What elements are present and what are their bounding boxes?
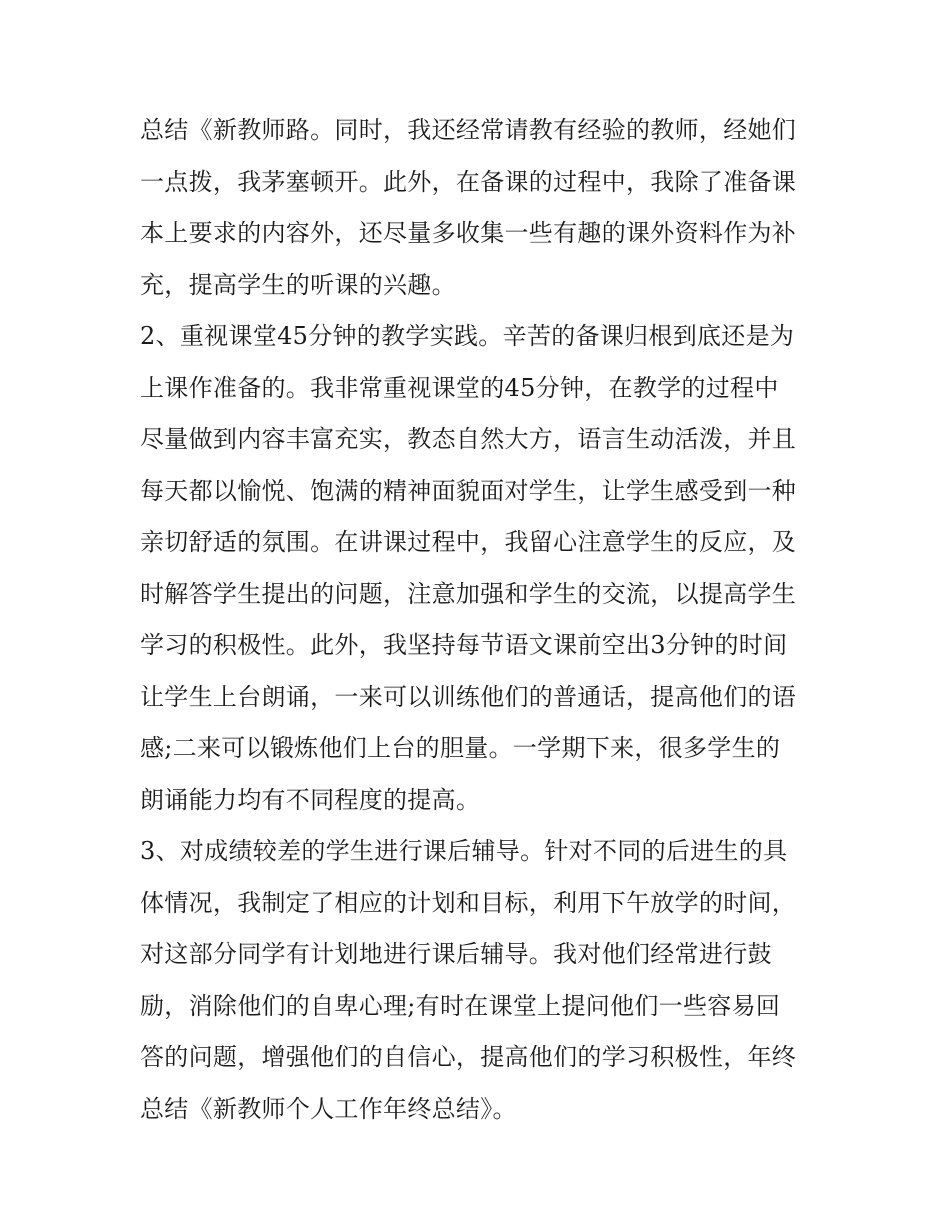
- text-line: 一点拨，我茅塞顿开。此外，在备课的过程中，我除了准备课: [140, 167, 797, 196]
- text-line: 尽量做到内容丰富充实，教态自然大方，语言生动活泼，并且: [140, 425, 797, 453]
- text-line: 对这部分同学有计划地进行课后辅导。我对他们经常进行鼓: [140, 940, 772, 968]
- text-line: 答的问题，增强他们的自信心，提高他们的学习积极性，年终: [140, 1043, 797, 1071]
- text-line: 充，提高学生的听课的兴趣。: [140, 270, 456, 299]
- text-line: 时解答学生提出的问题，注意加强和学生的交流，以提高学生: [140, 579, 797, 608]
- text-line: 学习的积极性。此外，我坚持每节语文课前空出3分钟的时间: [140, 631, 788, 659]
- text-line: 每天都以愉悦、饱满的精神面貌面对学生，让学生感受到一种: [140, 476, 797, 505]
- document-body: [140, 105, 820, 1135]
- text-line: 本上要求的内容外，还尽量多收集一些有趣的课外资料作为补: [140, 219, 797, 247]
- text-line: 朗诵能力均有不同程度的提高。: [140, 785, 481, 814]
- text-line: 总结《新教师个人工作年终总结》。: [140, 1094, 517, 1123]
- text-line: 励，消除他们的自卑心理;有时在课堂上提问他们一些容易回: [140, 991, 781, 1020]
- text-line: 感;二来可以锻炼他们上台的胆量。一学期下来，很多学生的: [140, 734, 781, 762]
- text-line: 让学生上台朗诵，一来可以训练他们的普通话，提高他们的语: [140, 682, 797, 711]
- text-line: 3、对成绩较差的学生进行课后辅导。针对不同的后进生的具: [140, 837, 788, 865]
- text-line: 体情况，我制定了相应的计划和目标，利用下午放学的时间，: [140, 888, 797, 917]
- text-line: 上课作准备的。我非常重视课堂的45分钟，在教学的过程中: [140, 373, 779, 402]
- text-line: 总结《新教师路。同时，我还经常请教有经验的教师，经她们: [140, 116, 797, 144]
- text-line: 亲切舒适的氛围。在讲课过程中，我留心注意学生的反应，及: [140, 528, 797, 556]
- text-line: 2、重视课堂45分钟的教学实践。辛苦的备课归根到底还是为: [140, 322, 795, 350]
